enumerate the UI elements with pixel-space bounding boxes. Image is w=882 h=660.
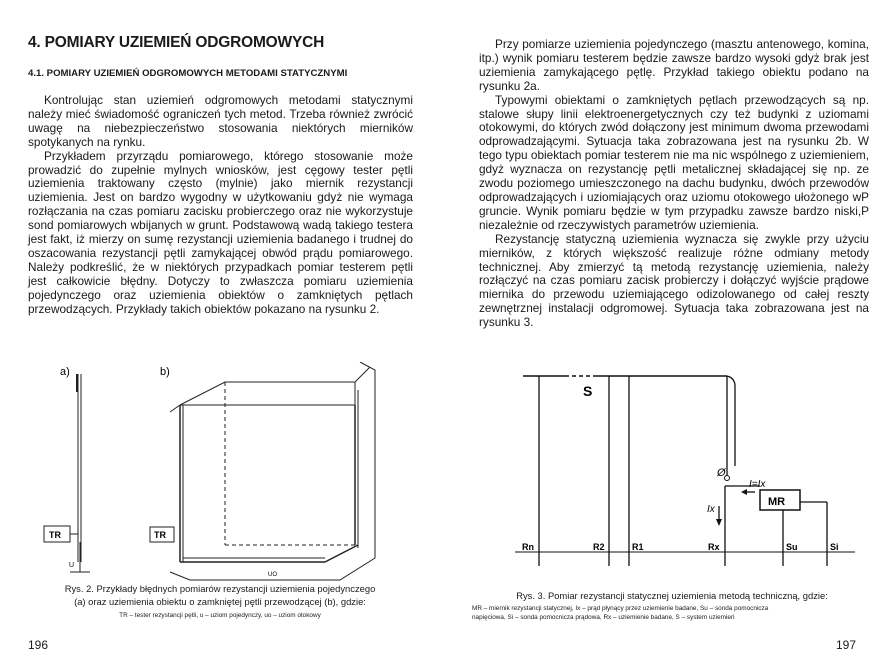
- fig3-label-mr: MR: [768, 496, 786, 508]
- fig2-label-b: b): [160, 366, 170, 378]
- chapter-title: 4. POMIARY UZIEMIEŃ ODGROMOWYCH: [28, 34, 325, 51]
- fig3-bus-end: [727, 376, 735, 466]
- fig3-caption-legend-2: napięciowa, Si – sonda pomocnicza prądowa, Rx – uziemienie badane, S – system uziemień: [472, 614, 735, 621]
- fig2-caption-line2: (a) oraz uziemienia obiektu o zamkniętej pętli przewodzącej (b), gdzie:: [74, 596, 366, 607]
- right-paragraph-2: Typowymi obiektami o zamkniętych pętlach przewodzących są np. stalowe słupy linii elektroenergetycznych czy też budynki z uziomami otokowymi, do których zwód dołączony jest minimum dwoma przewodami odprowadzającymi. Sytuacja taka zobrazowana jest na rysunku 2b. W tego typu obiektach pomiar testerem nie ma nic wspólnego z uziemieniem, gdyż wyznacza on rezystancję pętli metalicznej składającej się np. ze zwodu poziomego umieszczonego na dachu budynku, dwóch przewodów odprowadzających i uziomiających oraz uziomu otokowego ułożonego wP gruncie. Wynik pomiaru będzie w tym przypadku zawsze bardzo niski,P niezależnie od rzeczywistych parametrów uziemienia.: [479, 92, 869, 232]
- fig3-label-current: I=Ix: [749, 479, 766, 490]
- fig3-label-si: Si: [830, 542, 839, 552]
- page-number-right: 197: [836, 638, 857, 652]
- left-paragraph-2: Przykładem przyrządu pomiarowego, którego stosowanie może prowadzić do zupełnie mylnych wniosków, jest cęgowy tester pętli uziemienia traktowany często (mylnie) jako miernik rezystancji uziemienia. Jest on bardzo wygodny w użytkowaniu gdyż nie wymaga rozłączania na czas pomiaru zacisku probierczego oraz nie wykorzystuje sond pomiarowych wbijanych w grunt. Podstawową wadą takiego testera jest fakt, iż mierzy on sumę rezystancji uziemienia badanego i trudnej do oszacowania rezystancji pętli zamykającej obwód prądu pomiarowego. Należy podkreślić, że w niektórych przypadkach pomiar testerem pętli jest całkowicie błędny. Dotyczy to zwłaszcza pomiaru uziemienia pojedynczego oraz uziemienia obiektów o zamkniętych pętlach przewodzących. Przykłady takich obiektów pokazano na rysunku 2.: [28, 148, 413, 316]
- fig3-label-r1: R1: [632, 542, 644, 552]
- section-title: 4.1. POMIARY UZIEMIEŃ ODGROMOWYCH METODAMI STATYCZNYMI: [28, 68, 348, 79]
- left-paragraph-1: Kontrolując stan uziemień odgromowych metodami statycznymi należy mieć świadomość ograniczeń tych metod. Trzeba również zwrócić uwagę na niebezpieczeństwo stosowania niektórych mierników spotykanych na rynku.: [28, 93, 413, 149]
- fig2a-u-label: U: [69, 562, 75, 569]
- figure-2: [40, 362, 420, 582]
- fig3-caption-legend-1: MR – miernik rezystancji statycznej, Ix – prąd płynący przez uziemienie badane, Su – sonda pomocnicza: [472, 605, 769, 612]
- fig2a-mast: [70, 374, 90, 572]
- fig3-label-rn: Rn: [522, 542, 534, 552]
- fig3-arrowhead-i: [741, 489, 747, 495]
- right-paragraph-1: Przy pomiarze uziemienia pojedynczego (masztu antenowego, komina, itp.) wynik pomiaru testerem będzie zawsze bardzo wysoki gdyż brak jest uziemienia zamykającego pętlę. Przykład takiego obiektu podano na rysunku 2a.: [479, 37, 869, 93]
- left-body-text: [28, 94, 413, 317]
- fig2a-tr-label: TR: [49, 530, 61, 540]
- fig2b-building: [170, 362, 375, 580]
- page-number-left: 196: [28, 638, 49, 652]
- fig3-label-ix: Ix: [707, 504, 715, 515]
- fig2b-uo-label: UO: [268, 572, 277, 578]
- fig3-label-su: Su: [786, 542, 798, 552]
- right-paragraph-3: Rezystancję statyczną uziemienia wyznacza się zwykle przy użyciu mierników, z których większość realizuje różne odmiany metody technicznej. Aby zmierzyć tą metodą rezystancję uziemienia, należy rozłączyć na czas pomiaru zacisk probierczy i dołączyć wyjście prądowe miernika do przewodu uziemiającego odizolowanego od całej reszty zewnętrznej instalacji odgromowej. Sytuacja taka zobrazowana jest na rysunku 3.: [479, 231, 869, 330]
- fig2-label-a: a): [60, 366, 70, 378]
- right-body-text: [479, 38, 869, 330]
- fig3-label-s: S: [583, 383, 593, 399]
- fig2-caption-legend: TR – tester rezystancji pętli, u – uziom pojedynczy, uo – uziom otokowy: [119, 612, 321, 619]
- fig3-arrowhead-ix: [716, 519, 722, 526]
- fig3-label-rx: Rx: [708, 542, 720, 552]
- figure-3: [505, 366, 865, 586]
- fig3-label-phi: Ø: [717, 467, 726, 479]
- fig2b-tr-label: TR: [154, 530, 166, 540]
- fig2-caption-line1: Rys. 2. Przykłady błędnych pomiarów rezystancji uziemienia pojedynczego: [64, 583, 376, 594]
- fig3-caption-main: Rys. 3. Pomiar rezystancji statycznej uziemienia metodą techniczną, gdzie:: [516, 590, 828, 601]
- fig3-label-r2: R2: [593, 542, 605, 552]
